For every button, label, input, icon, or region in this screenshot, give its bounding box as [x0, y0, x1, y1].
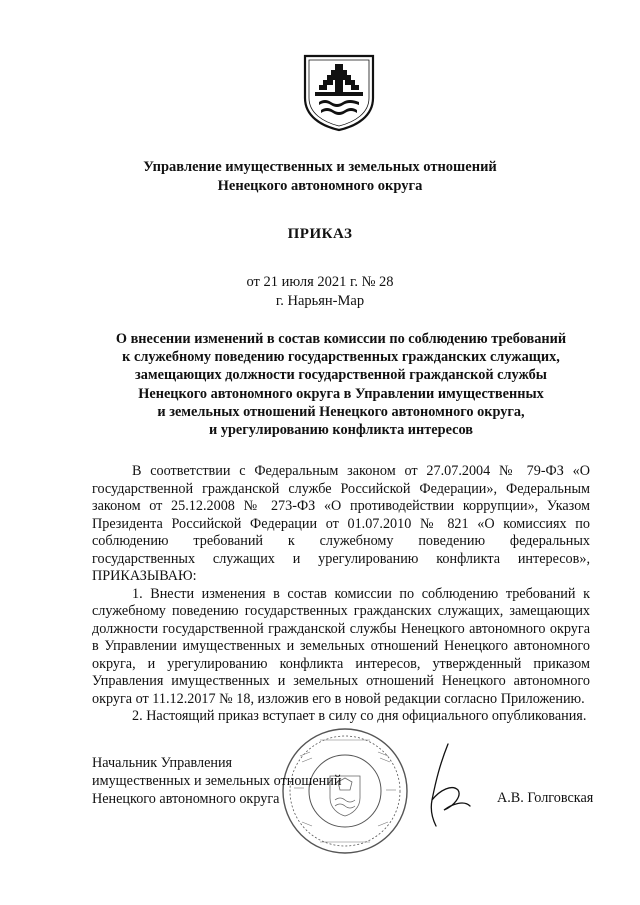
signatory-name: А.В. Голговская — [497, 790, 594, 806]
signatory-title-line: Начальник Управления — [92, 755, 233, 771]
preamble-paragraph: В соответствии с Федеральным законом от 27.07.2004 № 79-ФЗ «О государственной гражданской службе Российской Федерации», Федеральным законом от 25.12.2008 № 273-ФЗ «О противодействии коррупции», Указом Президента Российской Федерации от 01.07.2010 № 821 «О комиссиях по соблюдению требований к служебному поведению федеральных государственных служащих и урегулированию конфликта интересов», ПРИКАЗЫВАЮ: — [92, 463, 590, 584]
org-line-1: Управление имущественных и земельных отношений — [143, 159, 497, 175]
subject-line: и урегулированию конфликта интересов — [209, 422, 473, 439]
signatory-title-line: имущественных и земельных отношений — [92, 773, 342, 789]
item-1-paragraph: 1. Внести изменения в состав комиссии по соблюдению требований к служебному поведению государственных гражданских служащих, замещающих должности государственной гражданской службы Ненецкого автономного округа в Управлении имущественных и земельных отношений Ненецкого автономного округа, и урегулированию конфликта интересов, утвержденный приказом Управления имущественных и земельных отношений Ненецкого автономного округа от 11.12.2017 № 18, изложив его в новой редакции согласно Приложению. — [92, 585, 590, 707]
subject-line: к служебному поведению государственных гражданских служащих, — [122, 349, 560, 366]
subject-title — [96, 330, 586, 439]
document-body — [92, 463, 590, 726]
signatory-title-line: Ненецкого автономного округа — [92, 791, 280, 807]
subject-line: Ненецкого автономного округа в Управлении имущественных — [138, 385, 544, 402]
signatory-title — [92, 754, 341, 808]
date-and-place — [0, 273, 640, 311]
subject-line: О внесении изменений в состав комиссии по соблюдению требований — [115, 331, 567, 347]
document-type: ПРИКАЗ — [287, 226, 353, 242]
coat-of-arms-emblem — [301, 52, 377, 132]
subject-line: замещающих должности государственной гражданской службы — [135, 367, 547, 384]
org-line-2: Ненецкого автономного округа — [217, 178, 423, 194]
subject-line: и земельных отношений Ненецкого автономного округа, — [157, 403, 525, 420]
item-2-paragraph: 2. Настоящий приказ вступает в силу со дня официального опубликования. — [132, 708, 587, 724]
handwritten-signature — [418, 740, 474, 830]
place: г. Нарьян-Мар — [275, 293, 365, 309]
date-number: от 21 июля 2021 г. № 28 — [246, 274, 394, 290]
organization-header — [0, 158, 640, 196]
